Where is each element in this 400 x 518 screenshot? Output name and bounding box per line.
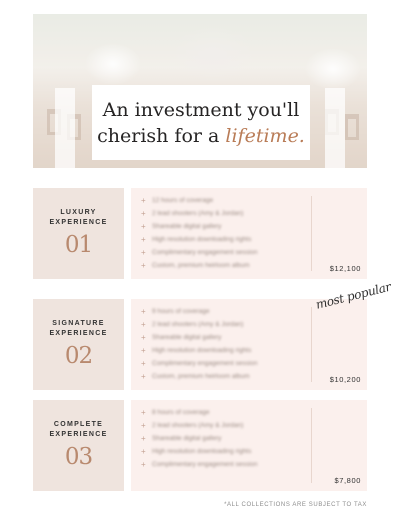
headline-line-1: An investment you'll: [102, 98, 300, 121]
feature-item: + High resolution downloading rights: [141, 346, 252, 355]
feature-list: [141, 305, 258, 383]
package-label-card: [33, 400, 124, 491]
package-details-card: [131, 400, 367, 491]
plus-icon: +: [141, 408, 146, 417]
divider: [311, 408, 312, 483]
hero-image: [33, 14, 367, 168]
plus-icon: +: [141, 209, 146, 218]
plus-icon: +: [141, 222, 146, 231]
package-price: $12,100: [329, 264, 361, 273]
feature-item: + Shareable digital gallery: [141, 333, 222, 342]
feature-item: + Custom, premium heirloom album: [141, 372, 250, 381]
headline-accent: lifetime.: [225, 124, 305, 147]
feature-item: + Shareable digital gallery: [141, 222, 222, 231]
feature-item: + 9 hours of coverage: [141, 307, 210, 316]
feature-item: + High resolution downloading rights: [141, 447, 252, 456]
package-details-card: [131, 188, 367, 279]
plus-icon: +: [141, 447, 146, 456]
package-label-card: [33, 188, 124, 279]
plus-icon: +: [141, 248, 146, 257]
plus-icon: +: [141, 307, 146, 316]
plus-icon: +: [141, 372, 146, 381]
feature-list: [141, 194, 258, 272]
feature-item: + High resolution downloading rights: [141, 235, 252, 244]
feature-item: + Custom, premium heirloom album: [141, 261, 250, 270]
plus-icon: +: [141, 235, 146, 244]
package-price: $7,800: [334, 476, 361, 485]
feature-item: + 2 lead shooters (Amy & Jordan): [141, 209, 244, 218]
package-number: 02: [64, 343, 93, 369]
package-label-card: [33, 299, 124, 390]
package-number: 01: [64, 232, 93, 258]
plus-icon: +: [141, 460, 146, 469]
feature-item: + Complimentary engagement session: [141, 248, 258, 257]
most-popular-note: most popular: [314, 279, 393, 312]
headline-line-2: cherish for a lifetime.: [97, 124, 305, 147]
plus-icon: +: [141, 320, 146, 329]
package-name: LUXURY EXPERIENCE: [49, 209, 108, 226]
feature-item: + Complimentary engagement session: [141, 359, 258, 368]
divider: [311, 196, 312, 271]
package-name: COMPLETE EXPERIENCE: [49, 421, 108, 438]
plus-icon: +: [141, 359, 146, 368]
package-number: 03: [64, 444, 93, 470]
feature-item: + 2 lead shooters (Amy & Jordan): [141, 320, 244, 329]
package-name: SIGNATURE EXPERIENCE: [49, 320, 108, 337]
feature-item: + 12 hours of coverage: [141, 196, 214, 205]
tax-footnote: *ALL COLLECTIONS ARE SUBJECT TO TAX: [224, 502, 367, 508]
feature-item: + Complimentary engagement session: [141, 460, 258, 469]
plus-icon: +: [141, 261, 146, 270]
plus-icon: +: [141, 346, 146, 355]
package-price: $10,200: [329, 375, 361, 384]
plus-icon: +: [141, 434, 146, 443]
package-details-card: [131, 299, 367, 390]
plus-icon: +: [141, 333, 146, 342]
feature-list: [141, 406, 258, 471]
feature-item: + 2 lead shooters (Amy & Jordan): [141, 421, 244, 430]
feature-item: + Shareable digital gallery: [141, 434, 222, 443]
feature-item: + 8 hours of coverage: [141, 408, 210, 417]
divider: [311, 307, 312, 382]
plus-icon: +: [141, 421, 146, 430]
hero-headline: [92, 85, 310, 160]
plus-icon: +: [141, 196, 146, 205]
